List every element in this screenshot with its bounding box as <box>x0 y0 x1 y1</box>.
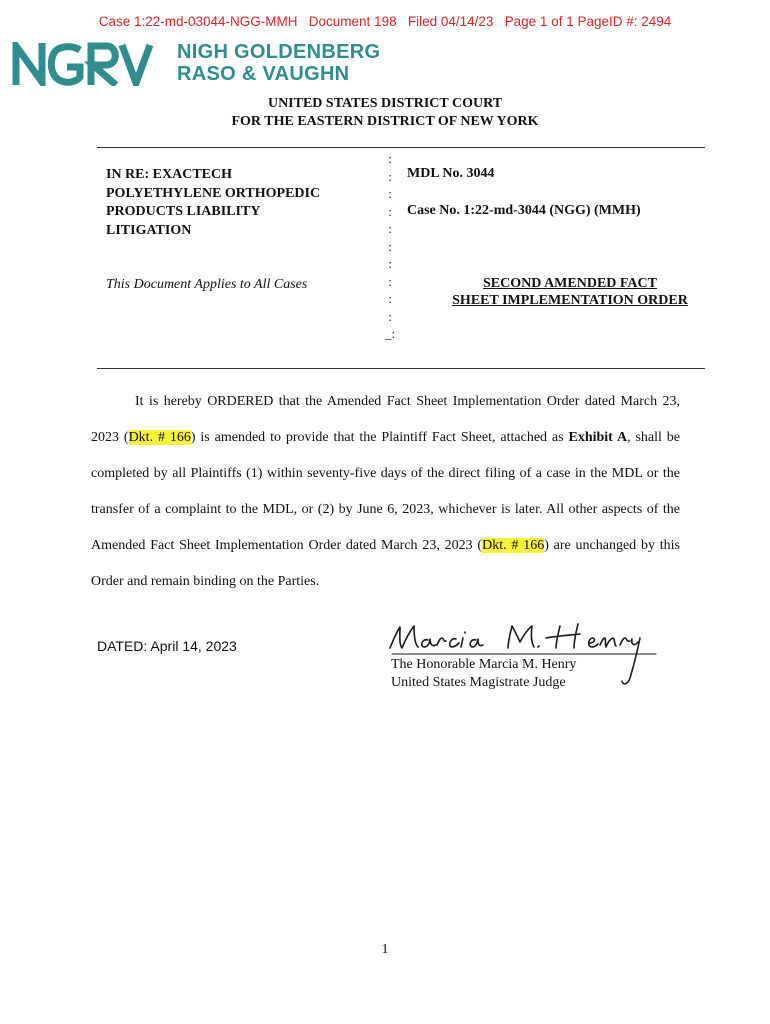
separator-colon: : <box>388 256 392 271</box>
judge-name: The Honorable Marcia M. Henry <box>391 657 577 672</box>
court-heading <box>0 95 770 131</box>
caption-bottom-rule <box>97 368 705 369</box>
separator-colon: : <box>388 238 392 254</box>
order-body <box>91 384 680 600</box>
ngrv-logo <box>12 42 154 86</box>
separator-colon: : <box>388 151 392 166</box>
filing-header: Case 1:22-md-03044-NGG-MMH Document 198 Filed 04/14/23 Page 1 of 1 PageID #: 2494 <box>98 14 672 29</box>
firm-name-line2: RASO & VAUGHN <box>177 63 350 85</box>
separator-colon: : <box>388 291 392 306</box>
in-re-line: POLYETHYLENE ORTHOPEDIC <box>106 185 321 201</box>
separator-colon: : <box>388 273 392 289</box>
signature-block <box>391 656 576 692</box>
order-text: ) are unchanged by this Order and remain binding on the Parties. <box>91 538 681 589</box>
firm-name-line1: NIGH GOLDENBERG <box>177 41 381 63</box>
court-district: FOR THE EASTERN DISTRICT OF NEW YORK <box>231 114 539 129</box>
separator-colon: : <box>388 308 392 324</box>
order-text: , shall be completed by all Plaintiffs (1) within seventy-five days of the direct filing of a case in the MDL or the transfer of a complaint to the MDL, or (2) by June 6, 2023, whichever is later. All other aspects of the Amended Fact Sheet Implementation Order dated March 23, 2023 ( <box>91 430 681 553</box>
dated-line: DATED: April 14, 2023 <box>97 638 237 654</box>
caption-in-re <box>106 166 376 240</box>
firm-name <box>177 41 380 85</box>
order-text: ) is amended to provide that the Plaintiff Fact Sheet, attached as <box>190 430 569 445</box>
order-text: It is hereby ORDERED that the Amended Fact Sheet Implementation Order dated March 23, 2023 ( <box>91 394 680 445</box>
docket-reference: Dkt. # 166 <box>128 430 191 445</box>
caption-top-rule <box>97 147 705 148</box>
separator-colon: : <box>388 168 392 184</box>
page-number: 1 <box>381 942 389 957</box>
separator-colon: _: <box>384 326 396 341</box>
docket-reference: Dkt. # 166 <box>482 538 545 553</box>
applies-to-line: This Document Applies to All Cases <box>106 277 308 292</box>
in-re-line: LITIGATION <box>106 222 192 238</box>
mdl-number: MDL No. 3044 <box>407 166 495 181</box>
in-re-line: PRODUCTS LIABILITY <box>106 204 261 219</box>
separator-colon: : <box>388 186 392 201</box>
document-title-line2: SHEET IMPLEMENTATION ORDER <box>452 293 688 308</box>
case-number: Case No. 1:22-md-3044 (NGG) (MMH) <box>407 203 641 218</box>
judge-title: United States Magistrate Judge <box>391 675 566 690</box>
in-re-line: IN RE: EXACTECH <box>106 167 233 182</box>
caption-separator <box>384 150 396 343</box>
exhibit-reference: Exhibit A <box>568 430 628 445</box>
document-title-line1: SECOND AMENDED FACT <box>483 276 657 291</box>
document-title <box>420 275 720 309</box>
court-name: UNITED STATES DISTRICT COURT <box>267 96 503 111</box>
separator-colon: : <box>388 203 392 219</box>
separator-colon: : <box>388 221 392 236</box>
